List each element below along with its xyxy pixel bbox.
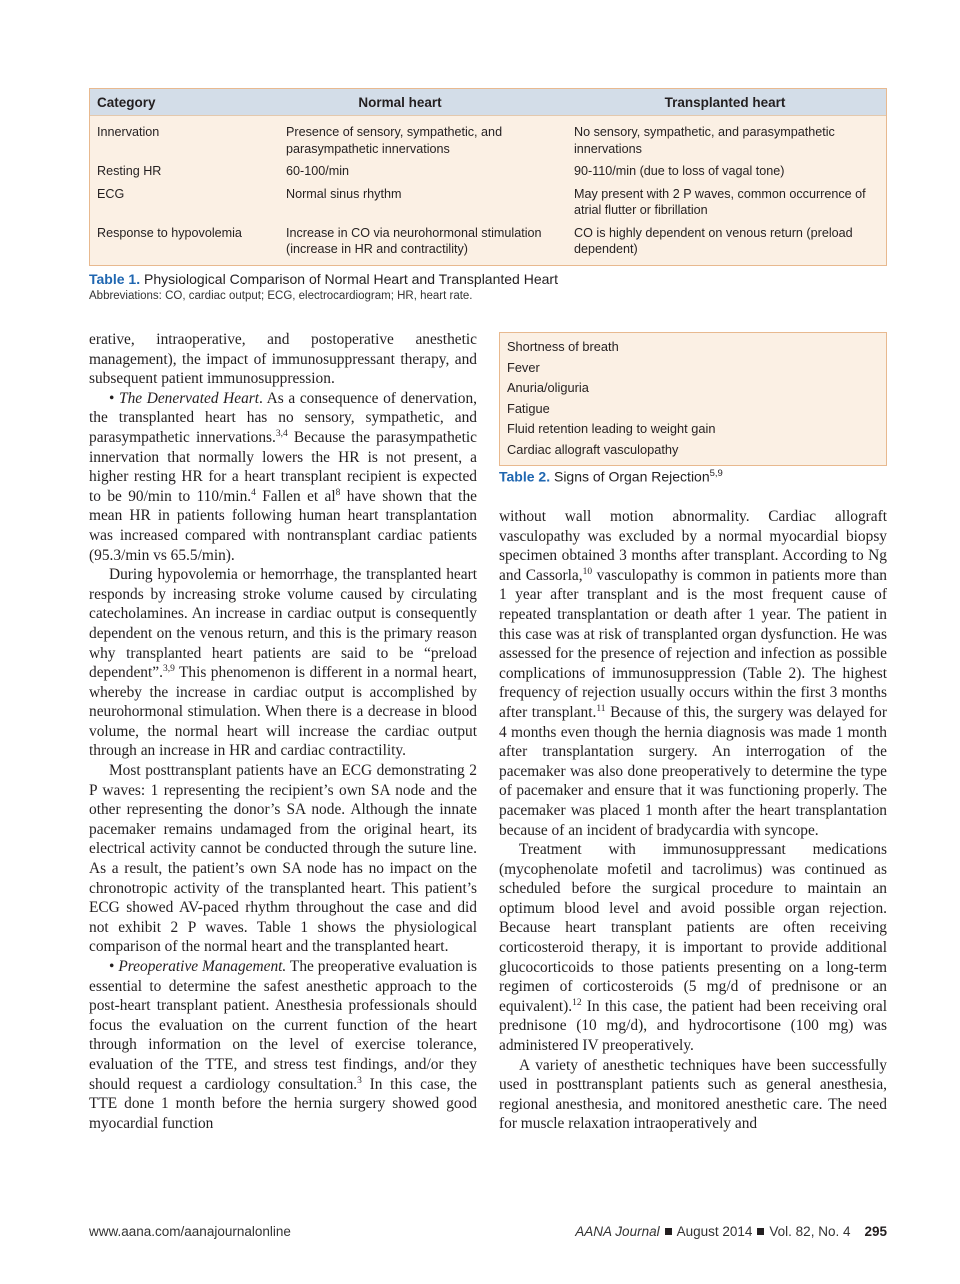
bullet: • bbox=[109, 958, 119, 975]
table-row bbox=[90, 222, 886, 261]
citation: 4 bbox=[251, 487, 256, 498]
journal-name: AANA Journal bbox=[575, 1224, 660, 1239]
table-cell: ECG bbox=[97, 186, 125, 201]
paragraph bbox=[499, 840, 887, 1056]
citation: 5,9 bbox=[709, 468, 723, 479]
column-header-category: Category bbox=[97, 94, 156, 110]
text-run: This phenomenon is different in a normal heart, whereby the increase in cardiac output is accomplished by neurohormonal stimulation. When there is a decrease in blood volume, the normal heart will increase the cardiac output through an increase in HR and cardiac contractility. bbox=[89, 664, 477, 760]
list-item: Anuria/oliguria bbox=[507, 380, 589, 396]
table-cell: 90-110/min (due to loss of vagal tone) bbox=[574, 164, 785, 178]
column-header-transplanted-heart: Transplanted heart bbox=[664, 94, 786, 110]
list-item: Fatigue bbox=[507, 400, 550, 416]
bullet: • bbox=[109, 389, 120, 407]
table-cell: May present with 2 P waves, common occurrence of atrial flutter or fibrillation bbox=[574, 186, 866, 217]
citation: 3,9 bbox=[162, 663, 175, 674]
table-cell: No sensory, sympathetic, and parasympathetic innervations bbox=[574, 125, 835, 156]
text-run: A variety of anesthetic techniques have been successfully used in posttransplant patients such as general anesthesia, regional anesthesia, and monitored anesthetic care. The need for muscle relaxation intraoperatively and bbox=[499, 1056, 887, 1133]
table-cell: Innervation bbox=[97, 125, 160, 139]
left-text-column bbox=[89, 330, 477, 1133]
issue-date: August 2014 bbox=[676, 1224, 753, 1239]
section-heading: The Denervated Heart bbox=[119, 389, 260, 407]
citation: 8 bbox=[335, 487, 341, 498]
text-run: The preoperative evaluation is essential to determine the safest anesthetic approach to the post-heart transplant patient. Anesthesia professionals should focus the evaluation on the current function of the heart through information on the level of exercise tolerance, evaluation of the TTE, and stress test findings, and/or they should request a cardiology consultation. bbox=[89, 958, 477, 1093]
text-run: During hypovolemia or hemorrhage, the transplanted heart responds by increasing stroke volume caused by circulating catecholamines. An increase in cardiac output is consequently dependent on the venous return, and this is the primary reason why transplanted heart patients are said to be “preload dependent”. bbox=[89, 566, 477, 682]
table-cell: CO is highly dependent on venous return (preload dependent) bbox=[574, 225, 853, 256]
square-bullet-icon bbox=[665, 1228, 672, 1235]
text-run: Because the parasympathetic innervation that normally lowers the HR is not present, a higher resting HR for a heart transplant recipient is expected to be 90/min to 110/min. bbox=[89, 428, 477, 505]
list-item: Shortness of breath bbox=[507, 339, 619, 354]
table-cell: 60-100/min bbox=[286, 164, 350, 178]
text-run: Treatment with immunosuppressant medications (mycophenolate mofetil and tacrolimus) was continued as scheduled before the surgical procedure to maintain an optimum blood level and avoid possible organ rejection. Because heart transplant patients are often receiving corticosteroid therapy, it is important to provide additional glucocorticoids to those patients presenting on a long-term regimen of corticosteroids (5 mg/d of prednisone or an equivalent). bbox=[499, 841, 887, 1015]
table-1-header bbox=[90, 89, 886, 116]
text-run: without wall motion abnormality. Cardiac allograft vasculopathy was excluded by a normal myocardial biopsy specimen obtained 3 months after transplant. According to Ng and Cassorla, bbox=[499, 508, 887, 584]
citation: 3,4 bbox=[275, 428, 288, 439]
table-cell: Normal sinus rhythm bbox=[286, 186, 402, 201]
table-cell: Presence of sensory, sympathetic, and parasympathetic innervations bbox=[286, 125, 503, 156]
text-run: erative, intraoperative, and postoperative anesthetic management), the impact of immunosuppressant therapy, and subsequent patient immunosuppression. bbox=[89, 331, 477, 388]
table-cell: Response to hypovolemia bbox=[97, 225, 242, 240]
table-row bbox=[90, 183, 886, 222]
paragraph bbox=[89, 389, 477, 565]
table-2-label: Table 2. bbox=[499, 468, 551, 485]
paragraph bbox=[499, 507, 887, 840]
volume-issue: Vol. 82, No. 4 bbox=[769, 1224, 851, 1239]
table-1-body bbox=[90, 116, 886, 265]
footer-journal-info bbox=[575, 1224, 887, 1239]
paragraph bbox=[89, 565, 477, 761]
text-run: Fallen et al bbox=[255, 487, 336, 505]
table-1-title: Physiological Comparison of Normal Heart and Transplanted Heart bbox=[143, 271, 558, 287]
text-run: In this case, the TTE done 1 month before the hernia surgery showed good myocardial function bbox=[89, 1075, 477, 1132]
citation: 11 bbox=[596, 703, 606, 714]
list-item: Cardiac allograft vasculopathy bbox=[507, 441, 679, 457]
page-number: 295 bbox=[864, 1224, 887, 1239]
paragraph bbox=[89, 957, 477, 1133]
text-run: . As a consequence of denervation, the transplanted heart has no sensory, sympathetic, and parasympathetic innervations. bbox=[89, 389, 478, 446]
text-run: vasculopathy is common in patients more than 1 year after transplant and is the most frequent cause of repeated transplantation or death after 1 year. The patient in this case was at risk of transplanted organ dysfunction. He was assessed for the presence of rejection and infection as possible complications of immunosuppression (Table 2). The highest frequency of rejection usually occurs within the first 3 months after transplant. bbox=[499, 566, 887, 721]
right-text-column bbox=[499, 507, 887, 1134]
table-row bbox=[90, 160, 886, 183]
footer-url: www.aana.com/aanajournalonline bbox=[89, 1224, 291, 1239]
table-1-label: Table 1. bbox=[89, 271, 141, 287]
table-2 bbox=[499, 332, 887, 466]
table-2-caption bbox=[499, 468, 723, 485]
paragraph bbox=[499, 1056, 887, 1134]
citation: 12 bbox=[572, 997, 582, 1008]
table-2-title: Signs of Organ Rejection bbox=[553, 468, 710, 485]
citation: 3 bbox=[357, 1075, 362, 1086]
table-cell: Resting HR bbox=[97, 164, 162, 178]
table-1-caption bbox=[89, 271, 558, 287]
list-item: Fluid retention leading to weight gain bbox=[507, 421, 716, 437]
paragraph bbox=[89, 330, 477, 389]
table-1 bbox=[89, 88, 887, 266]
text-run: Most posttransplant patients have an ECG demonstrating 2 P waves: 1 representing the recipient’s own SA node and the other representing the donor’s SA node. Although the innate pacemaker remains undamaged from the original heart, its electrical activity cannot be conducted through the suture line. As a result, the patient’s own SA node has no impact on the chronotropic activity of the transplanted heart. This patient’s ECG showed AV-paced rhythm throughout the case and did not exhibit 2 P waves. Table 1 shows the physiological comparison of the normal heart and the transplanted heart. bbox=[89, 762, 477, 956]
paragraph bbox=[89, 761, 477, 957]
citation: 10 bbox=[582, 566, 593, 577]
table-row bbox=[90, 121, 886, 160]
table-1-abbreviations: Abbreviations: CO, cardiac output; ECG, electrocardiogram; HR, heart rate. bbox=[89, 290, 473, 302]
text-run: In this case, the patient had been receiving oral prednisone (10 mg/d), and hydrocortisone (100 mg) was administered IV preoperatively. bbox=[499, 997, 887, 1055]
text-run: have shown that the mean HR in patients following human heart transplantation was increased compared with nontransplant cardiac patients (95.3/min vs 65.5/min). bbox=[89, 487, 477, 564]
list-item: Fever bbox=[507, 359, 540, 375]
table-cell: Increase in CO via neurohormonal stimulation (increase in HR and contractility) bbox=[286, 225, 542, 256]
section-heading: Preoperative Management. bbox=[118, 958, 287, 975]
text-run: Because of this, the surgery was delayed for 4 months even though the hernia diagnosis was made 1 month after transplantation surgery. An interrogation of the pacemaker was also done preoperatively to determine the type of pacemaker and ensure that it was functioning properly. The pacemaker was placed 1 month after the heart transplantation because of an incident of bradycardia with syncope. bbox=[499, 703, 887, 839]
square-bullet-icon bbox=[757, 1228, 764, 1235]
column-header-normal-heart: Normal heart bbox=[358, 94, 442, 110]
